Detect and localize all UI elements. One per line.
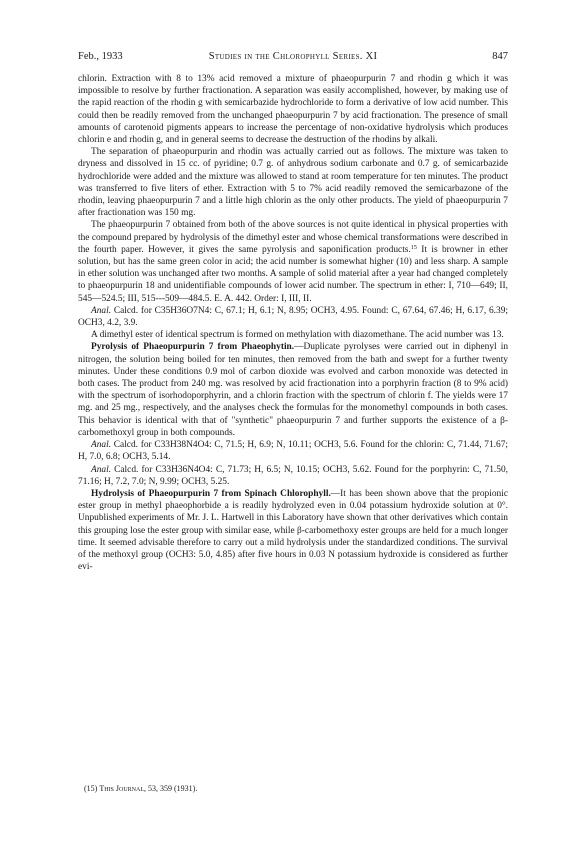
- paragraph-dimethyl-ester: A dimethyl ester of identical spectrum is formed on methylation with diazomethane. The acid number was 13.: [91, 330, 504, 341]
- paragraph-physical-properties-text-b: It is browner in ether solution, but has the same green color in acid; the acid number is somewhat higher (10) and less sharp. A sample in ether solution was unchanged after two months. A sample of solid material after a year had changed completely to phaeopurpurin 18 and unidentifiable compounds of lower acid number. The spectrum in ether: I, 710—649; II, 545—524.5; III, 515---509—484.5. E. A. 442. Order: I, III, II.: [78, 244, 508, 304]
- analysis-label: Anal.: [91, 440, 112, 451]
- header-page-number: 847: [492, 51, 508, 62]
- paragraph-hydrolysis-text: —It has been shown above that the propionic ester group in methyl phaeophorbide a is readily hydrolyzed even in 0.04 potassium hydroxide solution at 0°. Unpublished experiments of Mr. J. L. Hartwell in this Laboratory have shown that other derivatives which contain this grouping lose the ester group with similar ease, while β-carbomethoxy ester groups are held for a much longer time. It seemed advisable therefore to carry out a mild hydrolysis under the standardized conditions. The survival of the methoxyl group (OCH3: 5.0, 4.85) after five hours in 0.03 N potassium hydroxide is considered as further evi-: [78, 488, 508, 573]
- analysis-text: Calcd. for C33H38N4O4: C, 71.5; H, 6.9; N, 10.11; OCH3, 5.6. Found for the chlorin: C, 71.44, 71.67; H, 7.0, 6.8; OCH3, 5.14.: [78, 440, 508, 463]
- paragraph-pyrolysis: [78, 341, 508, 439]
- paragraph-pyrolysis-text: —Duplicate pyrolyses were carried out in diphenyl in nitrogen, the solution being boiled for ten minutes, then removed from the bath and swept for a further twenty minutes. Under these conditions 0.9 mol of carbon dioxide was evolved and carbon monoxide was detected in both cases. The product from 240 mg. was resolved by acid fractionation into a porphyrin fraction (8 to 9% acid) with the spectrum of isorhodoporphyrin, and a chlorin fraction with the spectrum of chlorin f. The yields were 17 mg. and 25 mg., respectively, and the analyses check the formulas for the monomethyl compounds in both cases. This behavior is identical with that of "synthetic" phaeopurpurin 7 and further supports the existence of a β-carbomethoxyl group in both compounds.: [78, 342, 509, 438]
- analysis-label: Anal.: [91, 305, 112, 316]
- analysis-text: Calcd. for C33H36N4O4: C, 71.73; H, 6.5; N, 10.15; OCH3, 5.62. Found for the porphyrin: C, 71.50, 71.16; H, 7.2, 7.0; N, 9.99; OCH3, 5.25.: [78, 464, 508, 487]
- analysis-line-1: [78, 305, 508, 329]
- paragraph-hydrolysis: [78, 488, 508, 573]
- footnote-journal: This Journal: [99, 784, 144, 793]
- analysis-text: Calcd. for C35H36O7N4: C, 67.1; H, 6.1; N, 8.95; OCH3, 4.95. Found: C, 67.64, 67.46; H, 6.17, 6.39; OCH3, 4.2, 3.9.: [78, 305, 508, 329]
- running-header: [78, 50, 508, 64]
- footnote: [84, 784, 504, 794]
- header-running-title: Studies in the Chlorophyll Series. XI: [208, 51, 378, 62]
- header-date: Feb., 1933: [78, 51, 123, 62]
- analysis-label: Anal.: [91, 464, 112, 475]
- paragraph-physical-properties: [78, 219, 508, 304]
- paragraph-separation: The separation of phaeopurpurin and rhodin was actually carried out as follows. The mixture was taken to dryness and dissolved in 15 cc. of pyridine; 0.7 g. of anhydrous sodium carbonate and 0.7 g. of semicarbazide hydrochloride were added and the mixture was allowed to stand at room temperature for ten minutes. The product was transferred to five liters of ether. Extraction with 5 to 7% acid readily removed the semicarbazone of the rhodin, leaving phaeopurpurin 7 and a little high chlorin as the only other products. The yield of phaeopurpurin 7 after fractionation was 150 mg.: [78, 147, 508, 219]
- section-heading-pyrolysis: Pyrolysis of Phaeopurpurin 7 from Phaeophytin.: [91, 342, 295, 353]
- footnote-citation: , 53, 359 (1931).: [144, 784, 198, 793]
- footnote-reference: 15: [410, 244, 417, 251]
- section-heading-hydrolysis: Hydrolysis of Phaeopurpurin 7 from Spinach Chlorophyll.: [91, 488, 331, 499]
- footnote-number: (15): [84, 784, 98, 793]
- analysis-line-3: [78, 464, 508, 488]
- paragraph-physical-properties-text-a: The phaeopurpurin 7 obtained from both of the above sources is not quite identical in physical properties with the compound prepared by hydrolysis of the dimethyl ester and whose chemical transformations were described in the fourth paper. However, it gives the same pyrolysis and saponification products.: [78, 220, 508, 255]
- analysis-line-2: [78, 439, 508, 463]
- paragraph-chlorin-extraction: chlorin. Extraction with 8 to 13% acid removed a mixture of phaeopurpurin 7 and rhodin g which it was impossible to resolve by further fractionation. A separation was easily accomplished, however, by making use of the rapid reaction of the rhodin g with semicarbazide hydrochloride to form a derivative of low acid number. This could then be readily removed from the unchanged phaeopurpurin 7 by acid fractionation. The presence of small amounts of carotenoid pigments appears to increase the percentage of non-oxidative hydrolysis which produces chlorin e and rhodin g, and in general seems to decrease the destruction of the rhodins by alkali.: [78, 74, 508, 146]
- article-body: [78, 73, 508, 573]
